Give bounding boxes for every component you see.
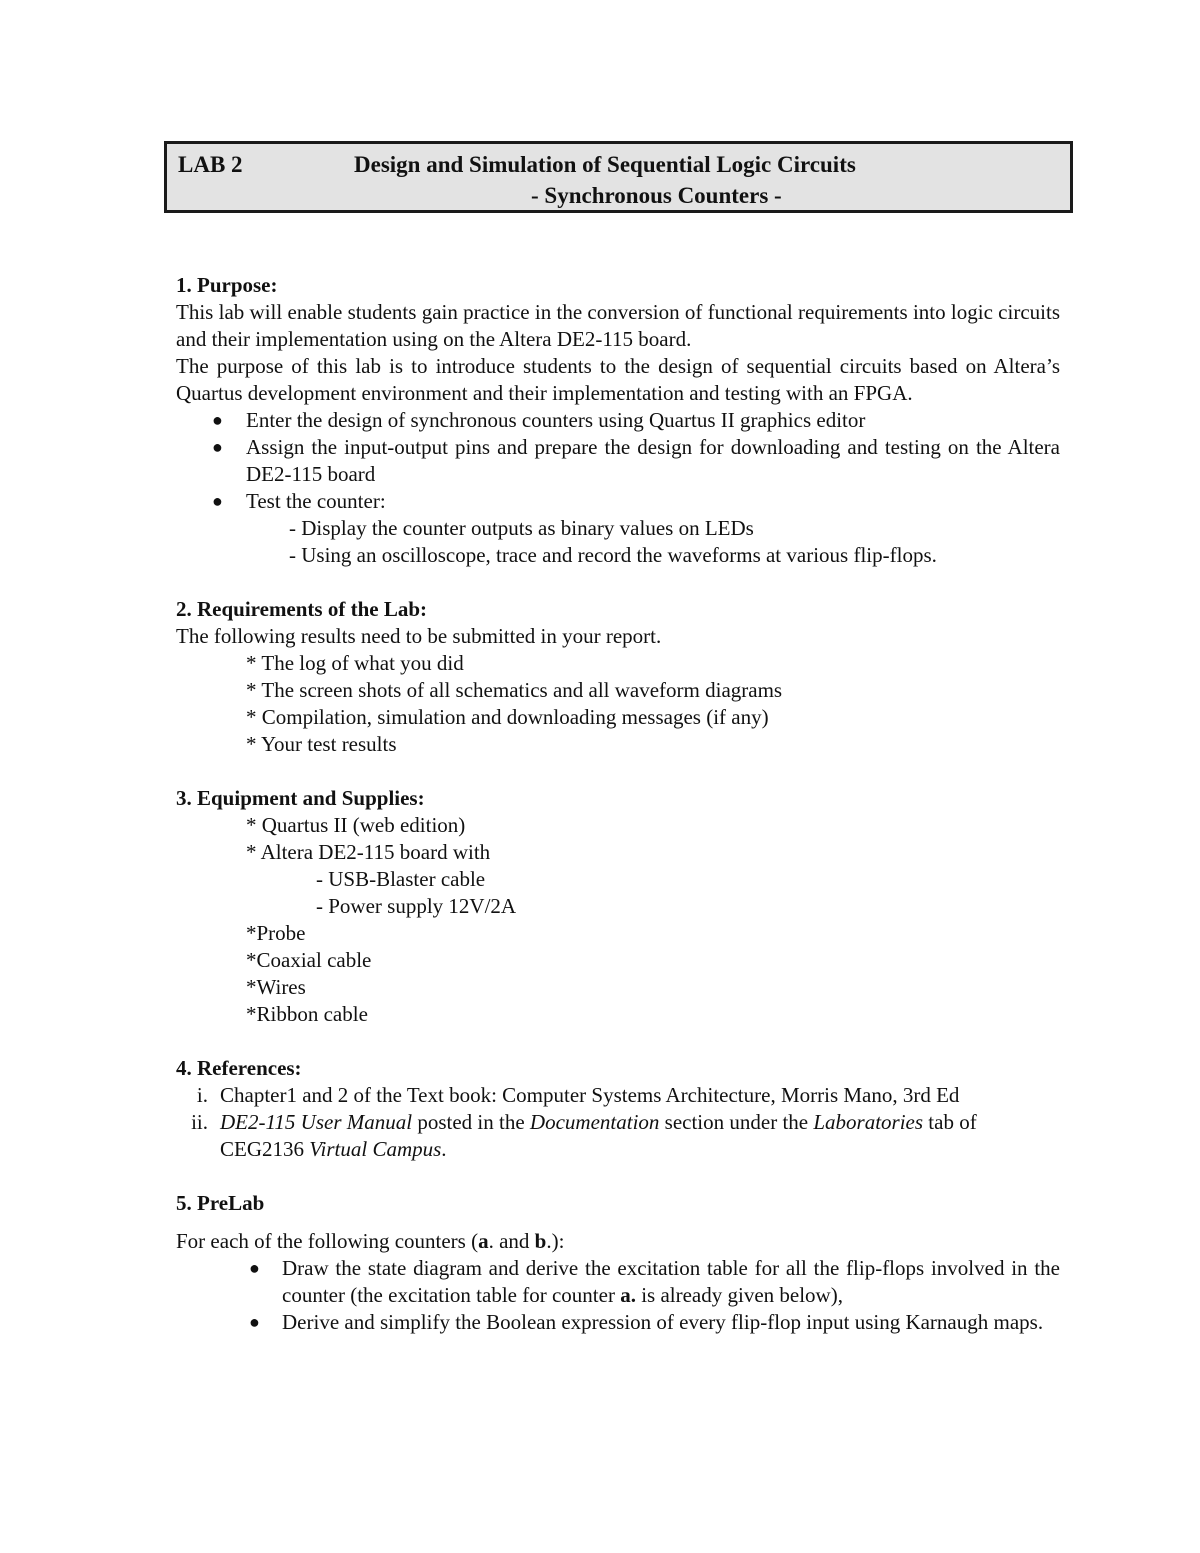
equipment-section — [176, 785, 1060, 1028]
requirements-section — [176, 596, 1060, 758]
list-item: * Quartus II (web edition) — [246, 813, 466, 837]
references-list — [176, 1082, 1060, 1163]
list-item: ● Assign the input-output pins and prepare the design for downloading and testing on the Altera DE2-115 board — [212, 435, 1060, 486]
test-item: - Display the counter outputs as binary values on LEDs — [289, 516, 754, 540]
lab-title: Design and Simulation of Sequential Logic Circuits — [354, 152, 856, 177]
list-item: * The screen shots of all schematics and all waveform diagrams — [246, 678, 783, 702]
bullet-icon: ● — [249, 1312, 260, 1332]
list-item: *Wires — [246, 975, 306, 999]
lab-subtitle: - Synchronous Counters - — [531, 183, 782, 208]
prelab-section — [176, 1190, 1060, 1336]
requirements-heading: 2. Requirements of the Lab: — [176, 597, 428, 621]
list-item: * Altera DE2-115 board with — [246, 840, 491, 864]
document-body — [176, 272, 1060, 1336]
list-item: ● Draw the state diagram and derive the excitation table for all the flip-flops involved in the counter (the excitation table for counter a. is already given below), — [249, 1256, 1060, 1307]
requirements-intro: The following results need to be submitted in your report. — [176, 624, 662, 648]
list-item: ● Enter the design of synchronous counters using Quartus II graphics editor — [212, 408, 866, 432]
bullet-icon: ● — [249, 1258, 260, 1278]
references-section — [176, 1055, 1060, 1163]
list-item: - USB-Blaster cable — [316, 867, 486, 891]
list-item: - Power supply 12V/2A — [316, 894, 517, 918]
list-item: i. Chapter1 and 2 of the Text book: Computer Systems Architecture, Morris Mano, 3rd Ed — [196, 1083, 960, 1107]
list-item: ● Derive and simplify the Boolean expression of every flip-flop input using Karnaugh maps. — [249, 1310, 1044, 1334]
purpose-bullet-list — [176, 407, 1060, 515]
list-item: ii. DE2-115 User Manual posted in the Documentation section under the Laboratories tab of CEG2136 Virtual Campus. — [191, 1110, 977, 1161]
list-item: *Probe — [246, 921, 306, 945]
purpose-paragraph-2: The purpose of this lab is to introduce students to the design of sequential circuits based on Altera’s Quartus development environment and their implementation and testing with an FPGA. — [176, 354, 1060, 405]
prelab-intro: For each of the following counters (a. and b.): — [176, 1229, 565, 1253]
list-item: ● Test the counter: — [212, 489, 386, 513]
prelab-heading: 5. PreLab — [176, 1191, 265, 1215]
equipment-heading: 3. Equipment and Supplies: — [176, 786, 425, 810]
purpose-section — [176, 272, 1060, 569]
test-item: - Using an oscilloscope, trace and record the waveforms at various flip-flops. — [289, 543, 937, 567]
lab-number: LAB 2 — [178, 152, 243, 177]
list-item: * Compilation, simulation and downloading messages (if any) — [246, 705, 769, 729]
purpose-paragraph-1: This lab will enable students gain practice in the conversion of functional requirements into logic circuits and their implementation using on the Altera DE2-115 board. — [176, 300, 1060, 351]
purpose-heading: 1. Purpose: — [176, 273, 278, 297]
bullet-icon: ● — [212, 410, 223, 430]
bullet-icon: ● — [212, 491, 223, 511]
list-item: *Coaxial cable — [246, 948, 372, 972]
list-item: * Your test results — [246, 732, 397, 756]
bullet-icon: ● — [212, 437, 223, 457]
prelab-bullet-list — [176, 1255, 1060, 1336]
list-item: * The log of what you did — [246, 651, 464, 675]
references-heading: 4. References: — [176, 1056, 302, 1080]
list-item: *Ribbon cable — [246, 1002, 368, 1026]
lab-title-box — [164, 141, 1073, 213]
